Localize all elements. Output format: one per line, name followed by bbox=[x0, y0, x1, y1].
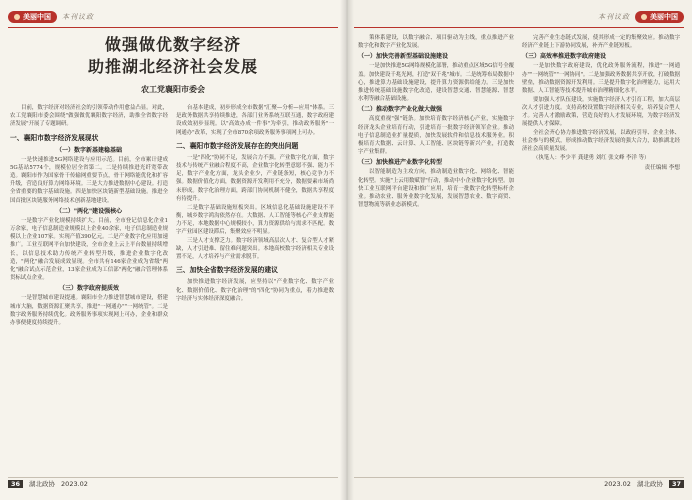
intro-paragraph: 目前，数字经济对经济社会的引领带动作用愈益凸显。对此，农工党襄阳市委会围绕"做强做优襄阳数字经济，助推全省数字经济发展"开展了专题调研。 bbox=[10, 105, 168, 128]
body-paragraph: 要加强人才队伍建设。实施数字经济人才引育工程，加大高层次人才引进力度。支持高校设置数字经济相关专业，培养复合型人才。完善人才激励政策，营造良好的人才发展环境，为数字经济发展提供人才保障。 bbox=[522, 96, 680, 128]
left-page-header bbox=[8, 10, 168, 24]
page-number: 36 bbox=[8, 480, 23, 488]
section-heading-1: 一、襄阳市数字经济发展现状 bbox=[10, 133, 99, 142]
journal-name: 湖北政协 bbox=[636, 480, 663, 488]
flower-icon bbox=[14, 14, 20, 20]
brand-badge bbox=[8, 11, 57, 23]
header-rule bbox=[8, 27, 338, 28]
left-column-2 bbox=[176, 104, 334, 304]
header-rule bbox=[354, 27, 684, 28]
subsection-heading: （一）数字新基建稳基础 bbox=[55, 146, 122, 154]
left-page-footer bbox=[8, 479, 88, 488]
body-paragraph: 以智能制造为主攻方向，推动制造业数字化、网络化、智能化转型。实施"上云用数赋智"行动，推动中小企业数字化转型。加快工业互联网平台建设和推广应用，培育一批数字化转型标杆企业。推动农业、服务业数字化发展，发展智慧农业、数字商贸、智慧物流等新业态新模式。 bbox=[358, 169, 514, 209]
body-paragraph: 完善产业生态链式发展，使其形成一定的集聚效应。推动数字经济产业链上下游协同发展，补齐产业链短板。 bbox=[522, 35, 680, 50]
binding-gutter bbox=[340, 0, 354, 500]
subsection-heading: （三）高效率推进数字政府建设 bbox=[522, 53, 607, 61]
body-paragraph: 一是智慧城市建设提速。襄阳市全力推进智慧城市建设，搭建城市大脑，数据资源汇聚共享，推进"一网通办""一网统管"。二是数字政务服务持续优化。政务服务事项实现网上可办，企业和群众办事便捷度持续提升。 bbox=[10, 295, 168, 327]
right-page bbox=[346, 0, 692, 500]
article-title-line-2: 助推湖北经济社会发展 bbox=[87, 57, 258, 76]
section-heading-2: 二、襄阳市数字经济发展存在的突出问题 bbox=[176, 141, 299, 150]
issue-number: 2023.02 bbox=[604, 479, 631, 488]
editor-credit: 责任编辑 李想 bbox=[644, 165, 680, 172]
brand-badge bbox=[635, 11, 684, 23]
left-column-1 bbox=[10, 104, 168, 328]
section-tag: 本刊议政 bbox=[62, 13, 94, 21]
body-paragraph: 一是"四化"协同不足，发展合力不强。产业数字化方面，数字技术与传统产业融合程度不高，企业数字化转型意愿不强、能力不足，数字产业化方面，龙头企业少，产业链条短，核心竞争力不强。数据价值化方面，数据资源开发利用不充分，数据要素市场尚未形成。数字化治理方面，跨部门协同机制不健全，数据共享程度有待提升。 bbox=[176, 154, 334, 202]
section-tag: 本刊议政 bbox=[598, 13, 630, 21]
body-paragraph: 一是快速推进5G网络建设与应用示范。目前，全市累计建成5G基站5774个，规模位居全省第二。二是持续推进光纤宽带改造。襄阳市作为国家骨干传输网重要节点，骨干网络能优化和扩容升级，营造良好算力网络环境。三是大力推进数据中心建设。打造全省重要的数字基础设施。四是加快区块链新型基础设施。推进全国首批区块链服务网络技术创新基地建设。 bbox=[10, 156, 168, 204]
subsection-heading: （二）推动数字产业化做大做强 bbox=[358, 106, 443, 114]
right-column-2 bbox=[522, 34, 680, 173]
brand-label: 美丽中国 bbox=[23, 13, 51, 21]
article-title-block bbox=[0, 34, 346, 95]
body-paragraph: 一是加快推进5G网络规模化部署，推动重点区域5G信号全覆盖。加快建设千兆光网，打造"双千兆"城市。二是统筹布局数据中心，推进算力基础设施建设，提升算力资源供给能力。三是加快推进传统基础设施数字化改造，建设智慧交通、智慧能源、智慧水利等融合基础设施。 bbox=[358, 63, 514, 103]
body-paragraph: 一是数字产业化规模持续扩大。目前，全市登记信息化企业1万余家，电子信息制造业规模以上企业40余家，电子信息制造业规模以上企业107家。实现产值390亿元。二是产业数字化应用加速推广。工业互联网平台加快建设，全市企业上云上平台数量持续增长，以信息技术助力传统产业转型升级，推进企业数字化改造，"两化"融合发展成效显现。全市共有146家企业成为省级"两化"融合试点示范企业，13家企业成为工信部"两化"融合管理体系贯标试点企业。 bbox=[10, 217, 168, 282]
subsection-heading: （一）加快完善新型基础设施建设 bbox=[358, 53, 449, 61]
body-paragraph: 高度重视"强"链条。加快培育数字经济核心产业，实施数字经济龙头企业培育行动，引进培育一批数字经济领军企业。推动电子信息制造业扩量提质，加快发展软件和信息技术服务业。积极培育大数据、云计算、人工智能、区块链等新兴产业，打造数字产业集群。 bbox=[358, 116, 514, 156]
right-column-1 bbox=[358, 34, 514, 210]
right-page-footer bbox=[604, 479, 684, 488]
journal-name: 湖北政协 bbox=[29, 480, 56, 488]
body-paragraph: 三是人才支撑乏力。数字经济领域高层次人才、复合型人才紧缺，人才引进难、留住难问题突出。本地高校数字经济相关专业设置不足，人才培养与产业需求脱节。 bbox=[176, 237, 334, 261]
subsection-heading: （二）"两化"建设强核心 bbox=[55, 207, 123, 215]
brand-label: 美丽中国 bbox=[650, 13, 678, 21]
issue-number: 2023.02 bbox=[61, 479, 88, 488]
subsection-heading: （三）数字政府提质效 bbox=[58, 285, 119, 293]
body-paragraph: 一是加快数字政府建设，优化政务服务流程，推进"一网通办""一网统管""一网协同"。二是加强政务数据共享开放，打破数据壁垒，推动数据资源开发利用。三是提升数字化治理能力，运用大数据、人工智能等技术提升城市治理精细化水平。 bbox=[522, 63, 680, 95]
article-title-line-1: 做强做优数字经济 bbox=[104, 35, 241, 54]
section-heading-3: 三、加快全省数字经济发展的建议 bbox=[176, 266, 278, 275]
right-page-header bbox=[524, 10, 684, 24]
subsection-heading: （三）加快推进产业数字化转型 bbox=[358, 159, 443, 167]
article-author: 农工党襄阳市委会 bbox=[141, 85, 205, 94]
footer-rule bbox=[354, 477, 684, 478]
author-credit: （执笔人：李少平 龚建勇 刘红 张文峰 李洋 等） bbox=[533, 155, 650, 162]
flower-icon bbox=[641, 14, 647, 20]
page-number: 37 bbox=[669, 480, 684, 488]
body-paragraph: 台基本建成，初步形成全市数据"汇聚—分析—应用"体系。三是政务数据共享持续推进，各部门业务系统互联互通，数字政府建设成效初步显现。以"高效办成一件事"为牵引，推动政务服务"一网通办"改革，实现了全市870余项政务服务事项网上可办。 bbox=[176, 105, 334, 136]
body-paragraph: 全社会齐心协力推进数字经济发展，以政府引导、企业主体、社会参与的模式，形成推动数字经济发展的强大合力，助推湖北经济社会高质量发展。 bbox=[522, 130, 680, 153]
body-paragraph: 加快推进数字经济发展，应坚持以"产业数字化、数字产业化、数据价值化、数字化治理"的"四化"协同为重点，着力推进数字经济与实体经济深度融合。 bbox=[176, 279, 334, 302]
body-paragraph: 策体系建设，以数字融合、项目驱动为主线，重点推进产业数字化和数字产业化发展。 bbox=[358, 35, 514, 50]
body-paragraph: 二是数字基础设施短板突出。区域信息化基础设施建设不平衡，城乡数字鸿沟依然存在。大数据、人工智能等核心产业支撑能力不足，本地数据中心规模较小，算力资源供给与需求不匹配。数字产业园区建设滞后，集聚效应不明显。 bbox=[176, 204, 334, 236]
footer-rule bbox=[8, 477, 338, 478]
